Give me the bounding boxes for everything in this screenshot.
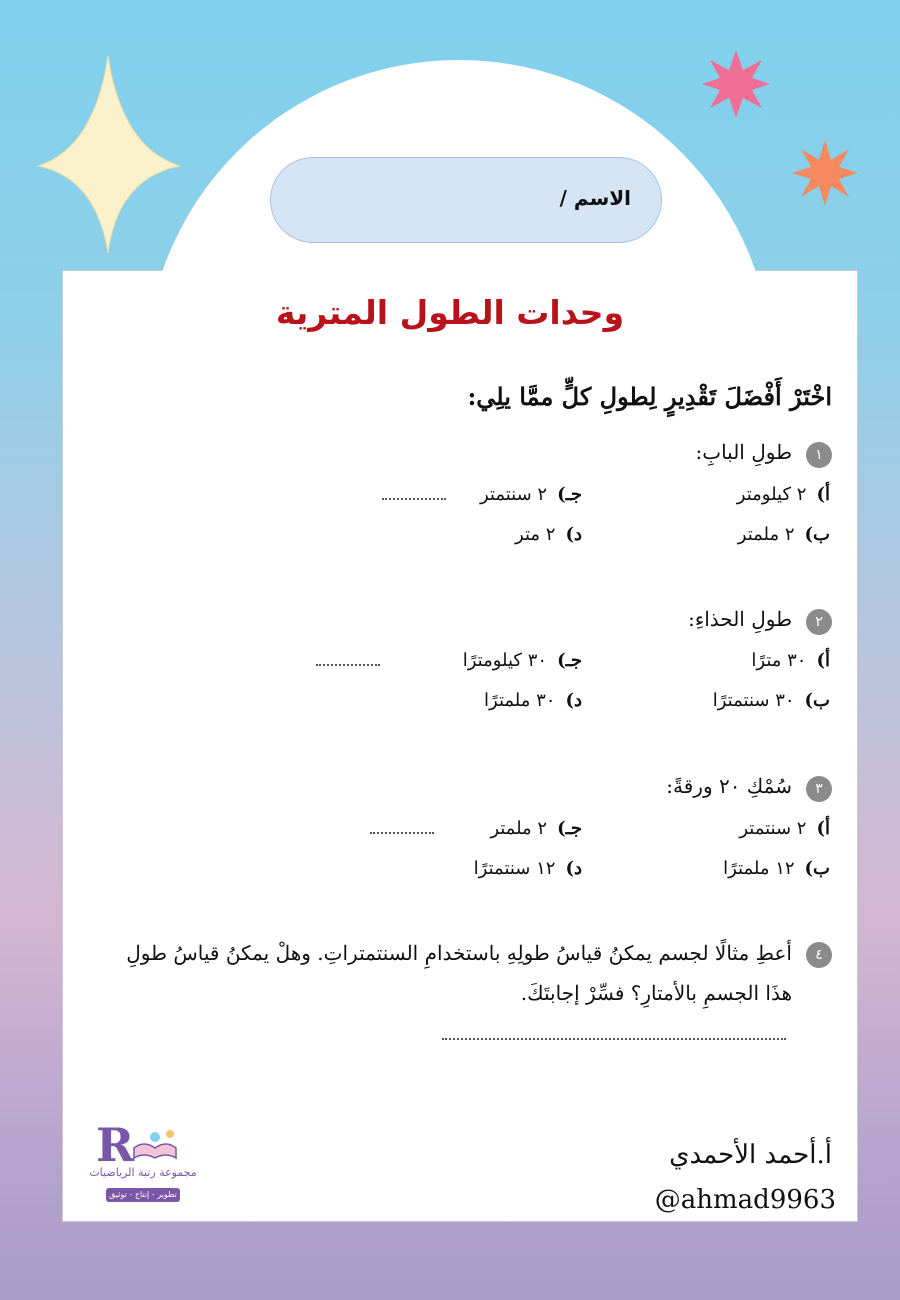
q3-option-a[interactable]: أ)٢ سنتمتر: [739, 818, 830, 839]
logo-tagline: تطوير - إنتاج - توثيق: [106, 1188, 180, 1202]
author-handle: @ahmad9963: [654, 1185, 836, 1215]
q2-option-a[interactable]: أ)٣٠ مترًا: [751, 650, 830, 671]
q3-option-b[interactable]: ب)١٢ ملمترًا: [723, 858, 830, 879]
orange-star-decoration: [790, 138, 860, 208]
pink-star-decoration: [700, 48, 772, 120]
q3-option-d[interactable]: د)١٢ سنتمترًا: [473, 858, 582, 879]
name-field[interactable]: [270, 157, 662, 243]
q3-answer-line[interactable]: [370, 832, 434, 834]
cream-star-decoration: [30, 48, 190, 258]
question-number-3: ٣: [806, 776, 832, 802]
q3-option-c[interactable]: جـ)٢ ملمتر: [490, 818, 582, 839]
brand-logo: [88, 1118, 198, 1208]
book-icon: [130, 1128, 180, 1162]
logo-letter: R: [96, 1118, 135, 1172]
q1-option-a[interactable]: أ)٢ كيلومتر: [736, 484, 830, 505]
question-text-4: أعطِ مثالًا لجسم يمكنُ قياسُ طولِهِ باستخدامِ السنتمتراتِ. وهلْ يمكنُ قياسُ طولِ هذَا الجسمِ بالأمتارِ؟ فسِّرْ إجابتَكَ.: [126, 941, 792, 1005]
question-text-2: طولِ الحذاءِ:: [688, 607, 792, 631]
question-text-3: سُمْكِ ٢٠ ورقةً:: [666, 774, 792, 798]
instruction-text: اخْتَرْ أَفْضَلَ تَقْدِيرٍ لِطولِ كلٍّ ممَّا يلِي:: [467, 382, 832, 411]
page-title: وحدات الطول المترية: [275, 293, 625, 332]
q2-answer-line[interactable]: [316, 664, 380, 666]
q1-answer-line[interactable]: [382, 498, 446, 500]
q2-option-b[interactable]: ب)٣٠ سنتمترًا: [712, 690, 830, 711]
question-number-4: ٤: [806, 942, 832, 968]
q4-answer-line[interactable]: [442, 1038, 786, 1040]
question-number-1: ١: [806, 442, 832, 468]
name-label: الاسم /: [559, 186, 631, 210]
question-text-1: طولِ البابِ:: [695, 440, 792, 464]
q1-option-c[interactable]: جـ)٢ سنتمتر: [479, 484, 582, 505]
author-name: أ.أحمد الأحمدي: [669, 1140, 832, 1170]
q2-option-c[interactable]: جـ)٣٠ كيلومترًا: [462, 650, 582, 671]
q2-option-d[interactable]: د)٣٠ ملمترًا: [484, 690, 582, 711]
q1-option-d[interactable]: د)٢ متر: [515, 524, 582, 545]
question-number-2: ٢: [806, 609, 832, 635]
q1-option-b[interactable]: ب)٢ ملمتر: [737, 524, 830, 545]
logo-text: مجموعة رتبة الرياضيات: [89, 1166, 197, 1179]
